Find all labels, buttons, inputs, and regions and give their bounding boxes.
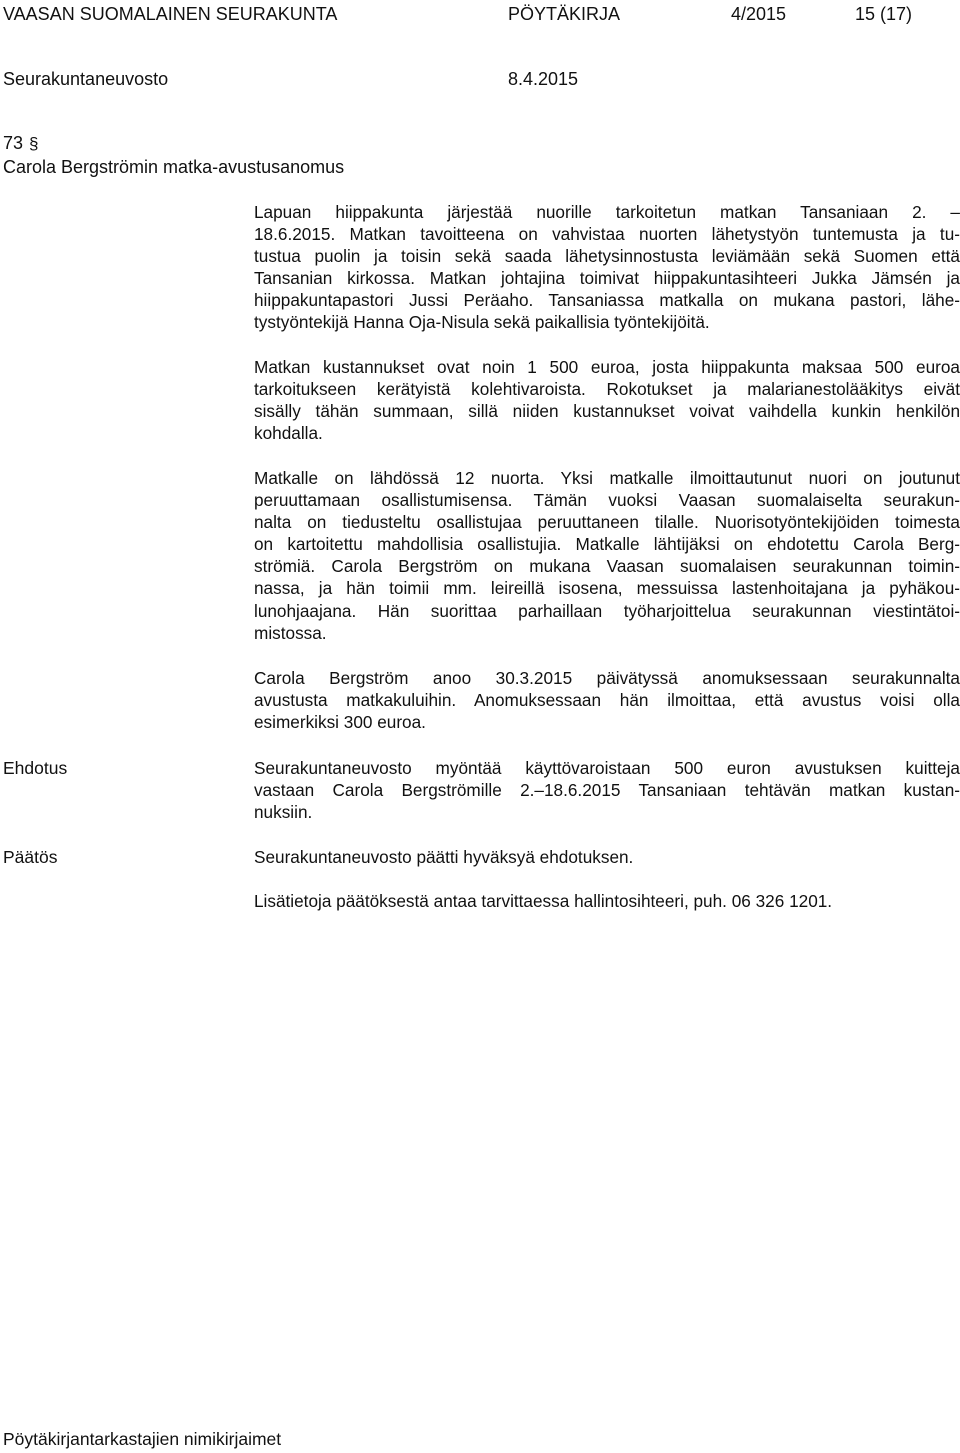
- decision-label: Päätös: [3, 847, 58, 867]
- paragraph-line: Matkalle on lähdössä 12 nuorta. Yksi matkalle ilmoittautunut nuori on joutunut: [254, 468, 960, 488]
- paragraph-line: lunohjaajana. Hän suorittaa parhaillaan työharjoittelua seurakunnan viestintätoi-: [254, 600, 960, 621]
- paragraph-line: tarkoitukseen kerätyistä kolehtivaroista. Rokotukset ja malarianestolääkitys eivät: [254, 379, 960, 400]
- page-number: 15 (17): [855, 4, 913, 24]
- section-number-value: 73: [3, 133, 24, 153]
- proposal-line: Seurakuntaneuvosto myöntää käyttövaroistaan 500 euron avustuksen kuitteja: [254, 758, 960, 778]
- paragraph-line: Lapuan hiippakunta järjestää nuorille tarkoitetun matkan Tansaniaan 2. –: [254, 202, 960, 222]
- paragraph-line: on kartoitettu mahdollisia osallistujia. Matkalle lähtijäksi on ehdotettu Carola Berg-: [254, 534, 960, 555]
- proposal-text: [254, 757, 960, 823]
- paragraph-line: Matkan kustannukset ovat noin 1 500 euroa, josta hiippakunta maksaa 500 euroa: [254, 357, 960, 377]
- decision-info: [254, 890, 960, 912]
- body-name: Seurakuntaneuvosto: [3, 69, 169, 89]
- meeting-date: 8.4.2015: [508, 69, 579, 89]
- decision-text: [254, 846, 960, 868]
- decision-line: Seurakuntaneuvosto päätti hyväksyä ehdotuksen.: [254, 847, 634, 867]
- paragraph-line: 18.6.2015. Matkan tavoitteena on vahvistaa nuorten lähetystyön tuntemusta ja tu-: [254, 224, 960, 245]
- paragraph-line: tustua puolin ja toisin sekä saada lähetysinnostusta leviämään sekä Suomen että: [254, 246, 960, 267]
- proposal-line: nuksiin.: [254, 802, 313, 823]
- document-type: PÖYTÄKIRJA: [508, 4, 621, 24]
- paragraph-application: [254, 667, 960, 733]
- paragraph-participants: [254, 467, 960, 644]
- section-sign: §: [29, 134, 39, 153]
- paragraph-line: Tansanian kirkossa. Matkan johtajina toimivat hiippakuntasihteeri Jukka Jämsén ja: [254, 268, 960, 289]
- paragraph-line: tystyöntekijä Hanna Oja-Nisula sekä paikallisia työntekijöitä.: [254, 312, 710, 333]
- paragraph-line: nalta on tiedusteltu osallistujaa peruuttaneen tilalle. Nuorisotyöntekijöiden toimesta: [254, 512, 960, 533]
- document-number: 4/2015: [731, 4, 787, 24]
- paragraph-line: peruuttamaan osallistumisensa. Tämän vuoksi Vaasan suomalaiselta seurakun-: [254, 490, 960, 511]
- paragraph-costs: [254, 356, 960, 444]
- paragraph-line: strömiä. Carola Bergström on mukana Vaasan suomalaisen seurakunnan toimin-: [254, 556, 960, 577]
- section-title: Carola Bergströmin matka-avustusanomus: [3, 157, 345, 177]
- paragraph-line: esimerkiksi 300 euroa.: [254, 712, 426, 733]
- paragraph-line: nassa, ja hän toimii mm. leireillä isosena, messuissa lastenhoitajana ja pyhäkou-: [254, 578, 960, 599]
- proposal-line: vastaan Carola Bergströmille 2.–18.6.2015 Tansaniaan tehtävän matkan kustan-: [254, 780, 960, 801]
- paragraph-trip-description: [254, 201, 960, 334]
- paragraph-line: kohdalla.: [254, 423, 323, 444]
- paragraph-line: mistossa.: [254, 622, 327, 643]
- footer-initials-label: Pöytäkirjantarkastajien nimikirjaimet: [3, 1429, 282, 1449]
- paragraph-line: sisälly tähän summaan, sillä niiden kustannukset voivat vaihdella kunkin henkilön: [254, 401, 960, 422]
- organization-name: VAASAN SUOMALAINEN SEURAKUNTA: [3, 4, 338, 24]
- paragraph-line: avustusta matkakuluihin. Anomuksessaan hän ilmoittaa, että avustus voisi olla: [254, 690, 960, 711]
- paragraph-line: Carola Bergström anoo 30.3.2015 päivätyssä anomuksessaan seurakunnalta: [254, 668, 960, 688]
- proposal-label: Ehdotus: [3, 758, 68, 778]
- paragraph-line: hiippakuntapastori Jussi Peräaho. Tansaniassa matkalla on mukana pastori, lähe-: [254, 290, 960, 311]
- decision-info-line: Lisätietoja päätöksestä antaa tarvittaessa hallintosihteeri, puh. 06 326 1201.: [254, 891, 833, 911]
- section-number: [3, 132, 39, 155]
